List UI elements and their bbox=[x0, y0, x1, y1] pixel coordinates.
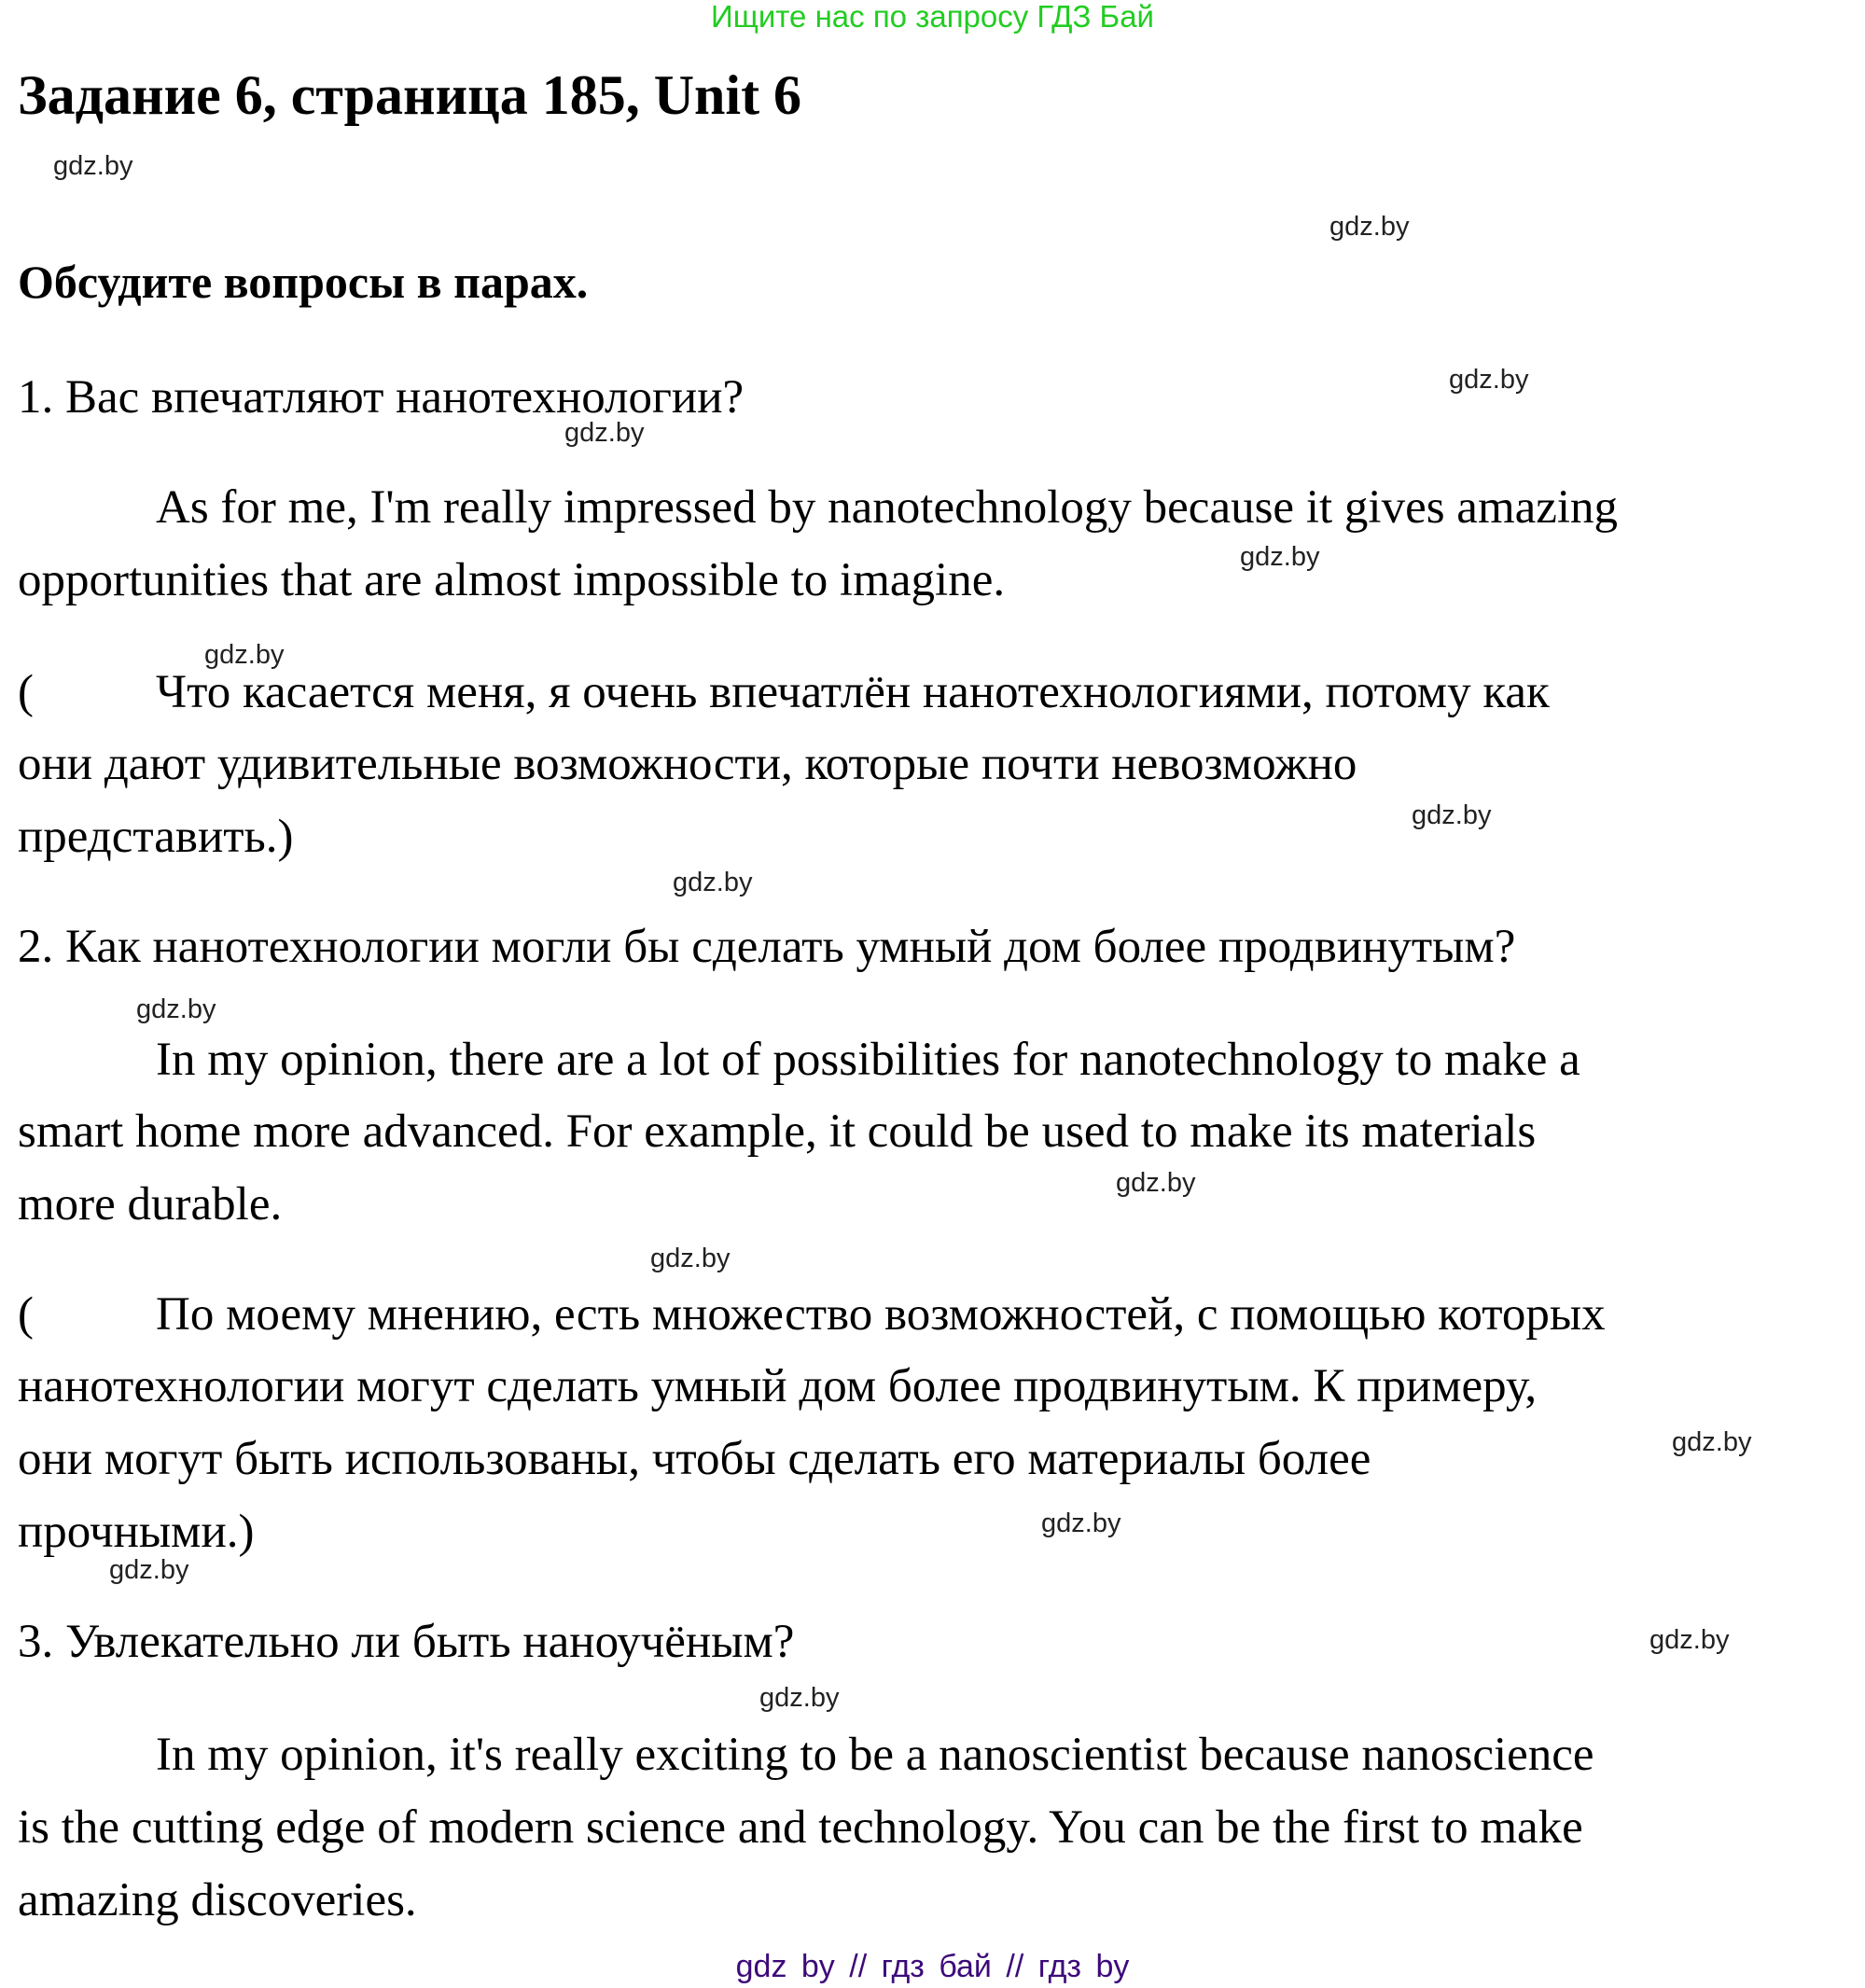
watermark: gdz.by bbox=[1672, 1427, 1752, 1457]
watermark: gdz.by bbox=[673, 868, 753, 897]
translation-2-paren: ( bbox=[18, 1288, 34, 1341]
watermark: gdz.by bbox=[1240, 542, 1320, 572]
answer-2-line-2: smart home more advanced. For example, it could be used to make its materials bbox=[18, 1105, 1537, 1158]
question-3: 3. Увлекательно ли быть наноучёным? bbox=[18, 1616, 795, 1668]
watermark: gdz.by bbox=[759, 1683, 840, 1713]
translation-1-line-2: они дают удивительные возможности, которые почти невозможно bbox=[18, 738, 1357, 790]
watermark: gdz.by bbox=[1329, 212, 1410, 242]
watermark: gdz.by bbox=[204, 640, 285, 670]
answer-1-line-1: As for me, I'm really impressed by nanotechnology because it gives amazing bbox=[156, 481, 1619, 534]
watermark: gdz.by bbox=[53, 151, 133, 181]
answer-3-line-3: amazing discoveries. bbox=[18, 1874, 417, 1926]
translation-1-line-1: Что касается меня, я очень впечатлён нанотехнологиями, потому как bbox=[156, 666, 1550, 718]
watermark: gdz.by bbox=[109, 1555, 189, 1585]
answer-2-line-3: more durable. bbox=[18, 1178, 283, 1230]
watermark: gdz.by bbox=[564, 418, 645, 448]
answer-1-line-2: opportunities that are almost impossible to imagine. bbox=[18, 554, 1006, 606]
watermark: gdz.by bbox=[650, 1244, 731, 1273]
search-banner[interactable]: Ищите нас по запросу ГДЗ Бай bbox=[711, 0, 1154, 34]
watermark: gdz.by bbox=[1412, 800, 1492, 830]
watermark: gdz.by bbox=[1116, 1168, 1196, 1198]
watermark: gdz.by bbox=[1649, 1625, 1730, 1655]
answer-2-line-1: In my opinion, there are a lot of possibilities for nanotechnology to make a bbox=[156, 1034, 1580, 1086]
translation-2-line-2: нанотехнологии могут сделать умный дом более продвинутым. К примеру, bbox=[18, 1360, 1538, 1412]
translation-1-paren: ( bbox=[18, 666, 34, 718]
answer-3-line-2: is the cutting edge of modern science and technology. You can be the first to make bbox=[18, 1801, 1583, 1854]
translation-2-line-1: По моему мнению, есть множество возможностей, с помощью которых bbox=[156, 1288, 1606, 1341]
question-1: 1. Вас впечатляют нанотехнологии? bbox=[18, 371, 745, 424]
task-instruction: Обсудите вопросы в парах. bbox=[18, 256, 589, 308]
translation-2-line-3: они могут быть использованы, чтобы сделать его материалы более bbox=[18, 1433, 1371, 1485]
page-title: Задание 6, страница 185, Unit 6 bbox=[18, 64, 802, 126]
translation-2-line-4: прочными.) bbox=[18, 1506, 255, 1558]
watermark: gdz.by bbox=[1449, 365, 1529, 395]
footer-watermark: gdz by // гдз бай // гдз by bbox=[735, 1949, 1130, 1984]
watermark: gdz.by bbox=[1041, 1508, 1121, 1538]
watermark: gdz.by bbox=[136, 994, 216, 1024]
answer-3-line-1: In my opinion, it's really exciting to be a nanoscientist because nanoscience bbox=[156, 1729, 1594, 1781]
question-2: 2. Как нанотехнологии могли бы сделать умный дом более продвинутым? bbox=[18, 921, 1516, 973]
translation-1-line-3: представить.) bbox=[18, 811, 294, 863]
